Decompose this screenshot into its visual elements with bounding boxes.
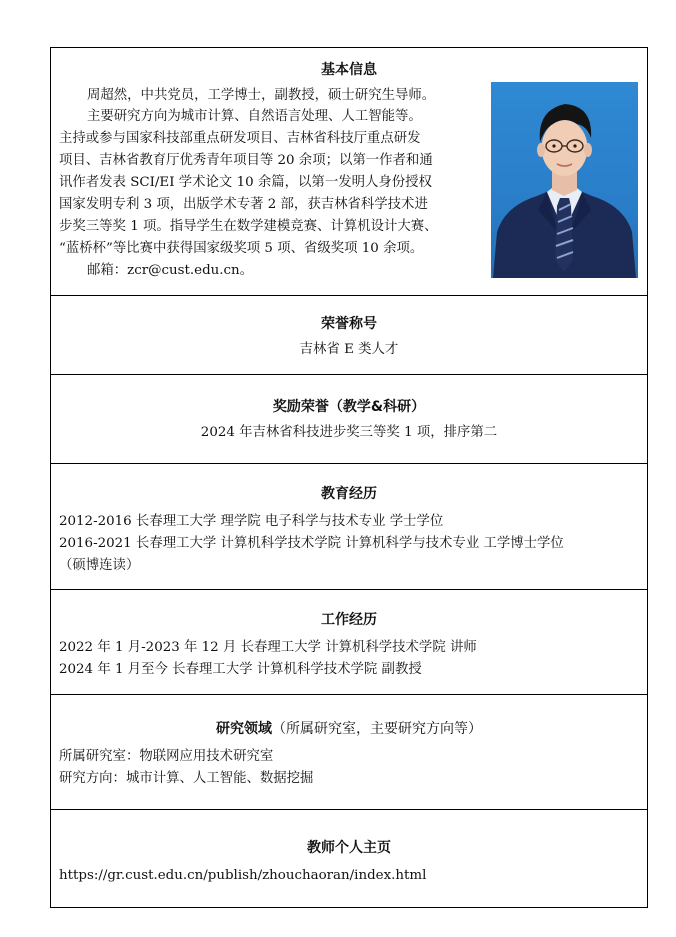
research-line: 所属研究室：物联网应用技术研究室 bbox=[59, 749, 274, 764]
portrait-illustration bbox=[491, 82, 638, 278]
research-section bbox=[51, 695, 647, 810]
homepage-section bbox=[51, 810, 647, 907]
work-line: 2024 年 1 月至今 长春理工大学 计算机科学技术学院 副教授 bbox=[59, 662, 422, 677]
profile-table bbox=[50, 47, 648, 908]
homepage-link[interactable]: https://gr.cust.edu.cn/publish/zhouchaoran/index.html bbox=[59, 868, 427, 883]
awards-title: 奖励荣誉（教学&科研） bbox=[272, 399, 426, 415]
work-title: 工作经历 bbox=[321, 612, 377, 628]
education-line: 2012-2016 长春理工大学 理学院 电子科学与技术专业 学士学位 bbox=[59, 514, 444, 529]
awards-section bbox=[51, 375, 647, 464]
education-line: （硕博连读） bbox=[59, 558, 140, 573]
education-title: 教育经历 bbox=[321, 486, 377, 502]
research-title bbox=[51, 719, 647, 739]
work-line: 2022 年 1 月-2023 年 12 月 长春理工大学 计算机科学技术学院 讲师 bbox=[59, 640, 477, 655]
work-section bbox=[51, 590, 647, 695]
education-line: 2016-2021 长春理工大学 计算机科学技术学院 计算机科学与技术专业 工学博士学位 bbox=[59, 536, 564, 551]
bio-line: 国家发明专利 3 项，出版学术专著 2 部，获吉林省科学技术进 bbox=[59, 197, 428, 212]
bio-line: 周超然，中共党员，工学博士，副教授，硕士研究生导师。 bbox=[87, 88, 436, 103]
bio-line: 步奖三等奖 1 项。指导学生在数学建模竞赛、计算机设计大赛、 bbox=[59, 219, 438, 234]
awards-content: 2024 年吉林省科技进步奖三等奖 1 项，排序第二 bbox=[200, 425, 498, 440]
basic-info-section bbox=[51, 48, 647, 296]
honor-title: 荣誉称号 bbox=[321, 316, 377, 332]
bio-line: “蓝桥杯”等比赛中获得国家级奖项 5 项、省级奖项 10 余项。 bbox=[59, 241, 424, 256]
education-section bbox=[51, 464, 647, 590]
bio-line: 项目、吉林省教育厅优秀青年项目等 20 余项；以第一作者和通 bbox=[59, 153, 433, 168]
bio-line: 主持或参与国家科技部重点研发项目、吉林省科技厅重点研发 bbox=[59, 131, 421, 146]
research-title-main: 研究领域 bbox=[216, 721, 272, 737]
honor-section bbox=[51, 296, 647, 375]
research-line: 研究方向：城市计算、人工智能、数据挖掘 bbox=[59, 771, 314, 786]
basic-info-title: 基本信息 bbox=[321, 62, 377, 78]
email-line: 邮箱：zcr@cust.edu.cn。 bbox=[87, 263, 254, 278]
homepage-title: 教师个人主页 bbox=[307, 840, 391, 856]
honor-content: 吉林省 E 类人才 bbox=[299, 342, 399, 357]
portrait-photo-icon bbox=[491, 82, 638, 278]
bio-line: 主要研究方向为城市计算、自然语言处理、人工智能等。 bbox=[87, 109, 422, 124]
bio-line: 讯作者发表 SCI/EI 学术论文 10 余篇，以第一发明人身份授权 bbox=[59, 175, 432, 190]
research-title-note: （所属研究室，主要研究方向等） bbox=[272, 721, 482, 737]
